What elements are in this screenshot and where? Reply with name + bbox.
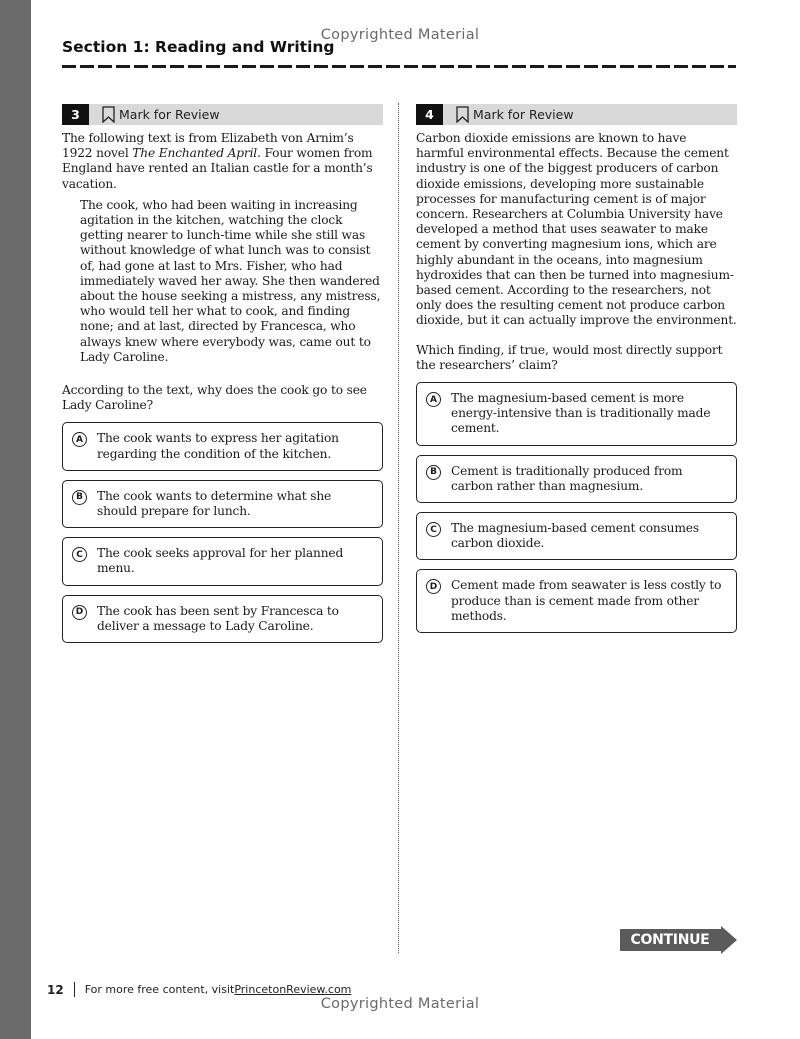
choice-letter: C xyxy=(72,547,87,562)
choice-b[interactable] xyxy=(62,480,383,528)
choice-text: The magnesium-based cement is more energy-intensive than is traditionally made cement. xyxy=(451,391,711,436)
question-prompt: According to the text, why does the cook go to see Lady Caroline? xyxy=(62,383,367,413)
choice-letter: A xyxy=(72,432,87,447)
choice-letter: D xyxy=(426,579,441,594)
page-number: 12 xyxy=(47,982,64,997)
question-intro: The following text is from Elizabeth von Arnim’s 1922 novel The Enchanted April. Four women from England have rented an Italian castle for a month’s vacation. xyxy=(62,131,373,191)
choice-a[interactable] xyxy=(62,422,383,470)
choice-letter: B xyxy=(426,465,441,480)
continue-button[interactable] xyxy=(620,926,737,954)
question-number: 4 xyxy=(416,104,443,125)
choice-text: The magnesium-based cement consumes carbon dioxide. xyxy=(451,521,699,551)
footer-separator xyxy=(74,982,75,997)
choice-text: Cement is traditionally produced from carbon rather than magnesium. xyxy=(451,463,683,493)
question-header xyxy=(416,104,737,125)
choice-letter: A xyxy=(426,392,441,407)
section-title: Section 1: Reading and Writing xyxy=(62,38,335,56)
answer-choices xyxy=(416,382,737,633)
choice-letter: B xyxy=(72,490,87,505)
question-number: 3 xyxy=(62,104,89,125)
choice-b[interactable] xyxy=(416,455,737,503)
question-4 xyxy=(416,104,737,642)
mark-for-review-label[interactable]: Mark for Review xyxy=(473,107,574,122)
choice-text: The cook wants to determine what she should prepare for lunch. xyxy=(97,488,332,519)
choice-text: The cook has been sent by Francesca to deliver a message to Lady Caroline. xyxy=(97,603,339,633)
footer-link[interactable]: PrincetonReview.com xyxy=(234,983,352,996)
bookmark-icon[interactable] xyxy=(102,106,115,123)
choice-d[interactable] xyxy=(62,595,383,643)
choice-c[interactable] xyxy=(62,537,383,585)
choice-c[interactable] xyxy=(416,512,737,560)
bookmark-icon[interactable] xyxy=(456,106,469,123)
question-prompt: Which finding, if true, would most directly support the researchers’ claim? xyxy=(416,342,723,372)
choice-text: The cook seeks approval for her planned menu. xyxy=(97,546,344,576)
choice-text: Cement made from seawater is less costly to produce than is cement made from other methods. xyxy=(451,578,722,623)
watermark-top: Copyrighted Material xyxy=(320,27,480,43)
choice-d[interactable] xyxy=(416,569,737,633)
dashed-divider xyxy=(62,65,736,68)
question-3 xyxy=(62,104,383,652)
column-divider xyxy=(398,103,399,953)
choice-letter: D xyxy=(72,605,87,620)
watermark-bottom: Copyrighted Material xyxy=(320,996,480,1012)
novel-title: The Enchanted April xyxy=(132,146,258,161)
choice-letter: C xyxy=(426,522,441,537)
footer-text: For more free content, visit xyxy=(84,983,235,996)
continue-label: CONTINUE xyxy=(630,932,710,948)
question-header xyxy=(62,104,383,125)
choice-text: The cook wants to express her agitation regarding the condition of the kitchen. xyxy=(97,431,339,461)
choice-a[interactable] xyxy=(416,382,737,446)
passage-excerpt: The cook, who had been waiting in increasing agitation in the kitchen, watching the clock getting nearer to lunch-time while she still was without knowledge of what lunch was to consist of, had gone at last to Mrs. Fisher, who had immediately waved her away. She then wandered about the house seeking a mistress, any mistress, who would tell her what to cook, and finding none; and at last, directed by Francesca, who always knew where everybody was, came out to Lady Caroline. xyxy=(80,197,381,364)
mark-for-review-label[interactable]: Mark for Review xyxy=(119,107,220,122)
question-text: Carbon dioxide emissions are known to have harmful environmental effects. Because the cement industry is one of the biggest producers of carbon dioxide emissions, developing more sustainable processes for manufacturing cement is of major concern. Researchers at Columbia University have developed a method that uses seawater to make cement by converting magnesium ions, which are highly abundant in the oceans, into magnesium hydroxides that can then be turned into magnesium-based cement. According to the researchers, not only does the resulting cement not produce carbon dioxide, but it can actually improve the environment. xyxy=(416,131,737,328)
answer-choices xyxy=(62,422,383,643)
page-edge-bar xyxy=(0,0,31,1039)
page-footer xyxy=(47,982,351,997)
